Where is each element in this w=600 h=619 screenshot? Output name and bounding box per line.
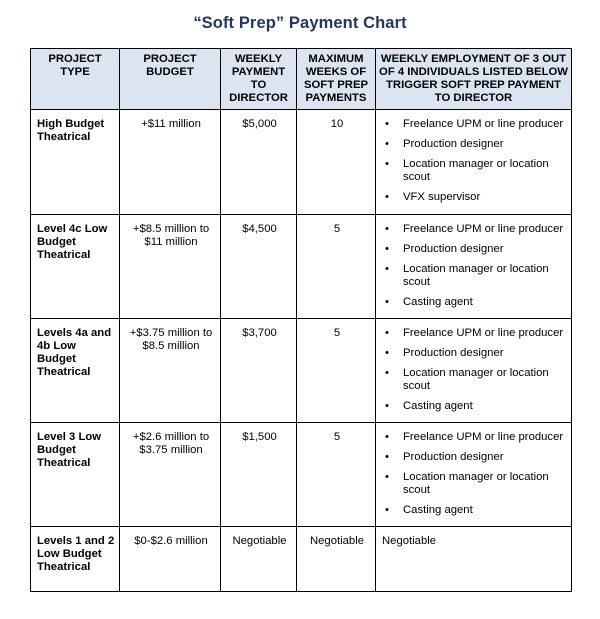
list-item: • Production designer xyxy=(382,451,567,464)
list-item: • Location manager or location scout xyxy=(382,263,567,289)
project-budget-cell: +$8.5 million to $11 million xyxy=(120,215,221,319)
project-budget-cell: +$11 million xyxy=(120,110,221,215)
max-weeks-cell: 5 xyxy=(297,215,376,319)
table-row xyxy=(31,423,572,527)
list-item: • Production designer xyxy=(382,243,567,256)
max-weeks-cell: Negotiable xyxy=(297,527,376,592)
list-item: • Location manager or location scout xyxy=(382,471,567,497)
project-budget-cell: $0-$2.6 million xyxy=(120,527,221,592)
max-weeks-cell: 10 xyxy=(297,110,376,215)
project-type-cell: High Budget Theatrical xyxy=(31,110,120,215)
project-type-cell: Levels 4a and 4b Low Budget Theatrical xyxy=(31,319,120,423)
list-item: • Casting agent xyxy=(382,296,567,309)
weekly-payment-cell: $1,500 xyxy=(221,423,297,527)
payment-chart-table xyxy=(30,48,572,592)
list-item: • Production designer xyxy=(382,138,567,151)
list-item: • Freelance UPM or line producer xyxy=(382,118,567,131)
list-item: • VFX supervisor xyxy=(382,191,567,204)
employment-cell: Negotiable xyxy=(376,527,572,592)
employment-cell xyxy=(376,319,572,423)
table-row xyxy=(31,527,572,592)
weekly-payment-cell: Negotiable xyxy=(221,527,297,592)
project-budget-cell: +$3.75 million to $8.5 million xyxy=(120,319,221,423)
project-type-cell: Levels 1 and 2 Low Budget Theatrical xyxy=(31,527,120,592)
table-row xyxy=(31,110,572,215)
list-item: • Casting agent xyxy=(382,504,567,517)
table-row xyxy=(31,215,572,319)
project-budget-cell: +$2.6 million to $3.75 million xyxy=(120,423,221,527)
weekly-payment-cell: $4,500 xyxy=(221,215,297,319)
header-project-budget: PROJECT BUDGET xyxy=(120,49,221,110)
employment-cell xyxy=(376,423,572,527)
header-max-weeks: MAXIMUM WEEKS OF SOFT PREP PAYMENTS xyxy=(297,49,376,110)
list-item: • Location manager or location scout xyxy=(382,158,567,184)
roles-list xyxy=(382,327,567,413)
header-project-type: PROJECT TYPE xyxy=(31,49,120,110)
list-item: • Freelance UPM or line producer xyxy=(382,431,567,444)
project-type-cell: Level 4c Low Budget Theatrical xyxy=(31,215,120,319)
weekly-payment-cell: $3,700 xyxy=(221,319,297,423)
header-row xyxy=(31,49,572,110)
list-item: • Location manager or location scout xyxy=(382,367,567,393)
list-item: • Freelance UPM or line producer xyxy=(382,327,567,340)
weekly-payment-cell: $5,000 xyxy=(221,110,297,215)
max-weeks-cell: 5 xyxy=(297,319,376,423)
roles-list xyxy=(382,223,567,309)
roles-list xyxy=(382,118,567,204)
list-item: • Freelance UPM or line producer xyxy=(382,223,567,236)
employment-cell xyxy=(376,110,572,215)
header-weekly-payment: WEEKLY PAYMENT TO DIRECTOR xyxy=(221,49,297,110)
header-employment: WEEKLY EMPLOYMENT OF 3 OUT OF 4 INDIVIDUALS LISTED BELOW TRIGGER SOFT PREP PAYMENT TO DIRECTOR xyxy=(376,49,572,110)
list-item: • Casting agent xyxy=(382,400,567,413)
roles-list xyxy=(382,431,567,517)
employment-cell xyxy=(376,215,572,319)
page-title: “Soft Prep” Payment Chart xyxy=(193,14,407,32)
max-weeks-cell: 5 xyxy=(297,423,376,527)
table-row xyxy=(31,319,572,423)
project-type-cell: Level 3 Low Budget Theatrical xyxy=(31,423,120,527)
list-item: • Production designer xyxy=(382,347,567,360)
